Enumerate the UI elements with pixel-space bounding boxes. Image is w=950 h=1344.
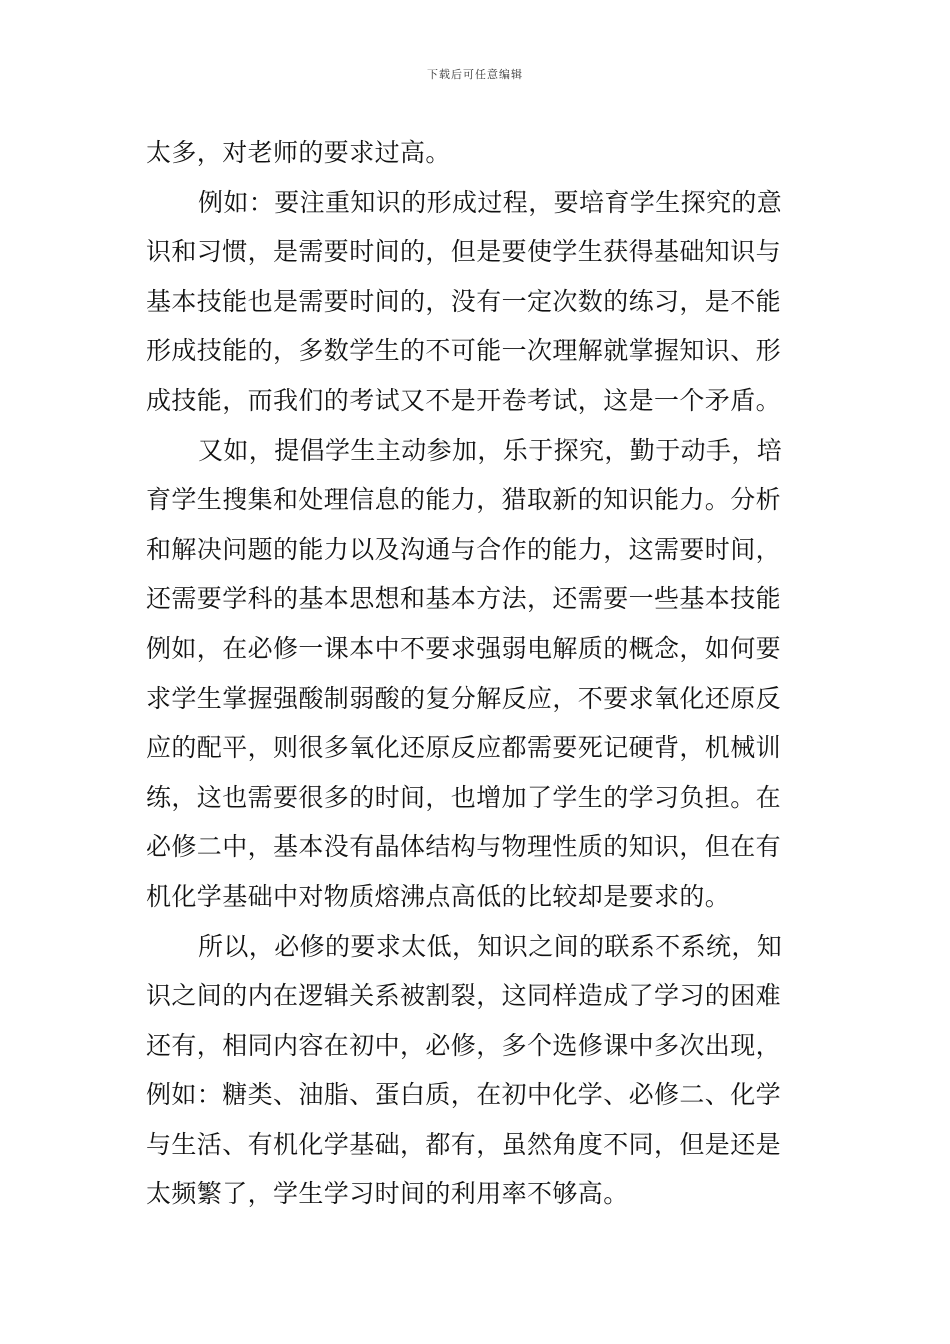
text-line: 所以，必修的要求太低，知识之间的联系不系统，知: [198, 931, 783, 961]
text-line: 和解决问题的能力以及沟通与合作的能力，这需要时间，: [146, 534, 782, 564]
text-line: 机化学基础中对物质熔沸点高低的比较却是要求的。: [146, 881, 731, 911]
text-line: 例如：要注重知识的形成过程，要培育学生探究的意: [198, 187, 783, 217]
page-header: 下载后可任意编辑: [427, 68, 523, 81]
text-line: 应的配平，则很多氧化还原反应都需要死记硬背，机械训: [146, 733, 782, 763]
text-line: 还有，相同内容在初中，必修，多个选修课中多次出现，: [146, 1030, 782, 1060]
text-line: 必修二中，基本没有晶体结构与物理性质的知识，但在有: [146, 832, 782, 862]
text-line: 成技能，而我们的考试又不是开卷考试，这是一个矛盾。: [146, 385, 782, 415]
text-line: 练，这也需要很多的时间，也增加了学生的学习负担。在: [146, 782, 782, 812]
text-line: 与生活、有机化学基础，都有，虽然角度不同，但是还是: [146, 1129, 782, 1159]
text-line: 形成技能的，多数学生的不可能一次理解就掌握知识、形: [146, 336, 782, 366]
text-line: 育学生搜集和处理信息的能力，猎取新的知识能力。分析: [146, 485, 782, 515]
document-body: [146, 128, 816, 1219]
text-line: 例如，在必修一课本中不要求强弱电解质的概念，如何要: [146, 633, 782, 663]
text-line: 求学生掌握强酸制弱酸的复分解反应，不要求氧化还原反: [146, 683, 782, 713]
text-line: 识之间的内在逻辑关系被割裂，这同样造成了学习的困难: [146, 981, 782, 1011]
text-line: 例如：糖类、油脂、蛋白质，在初中化学、必修二、化学: [146, 1080, 782, 1110]
text-line: 识和习惯，是需要时间的，但是要使学生获得基础知识与: [146, 237, 782, 267]
text-line: 基本技能也是需要时间的，没有一定次数的练习，是不能: [146, 286, 782, 316]
text-line: 太频繁了，学生学习时间的利用率不够高。: [146, 1179, 629, 1209]
text-line: 太多，对老师的要求过高。: [146, 138, 451, 167]
text-line: 还需要学科的基本思想和基本方法，还需要一些基本技能: [146, 584, 782, 614]
text-line: 又如，提倡学生主动参加，乐于探究，勤于动手，培: [198, 435, 783, 465]
